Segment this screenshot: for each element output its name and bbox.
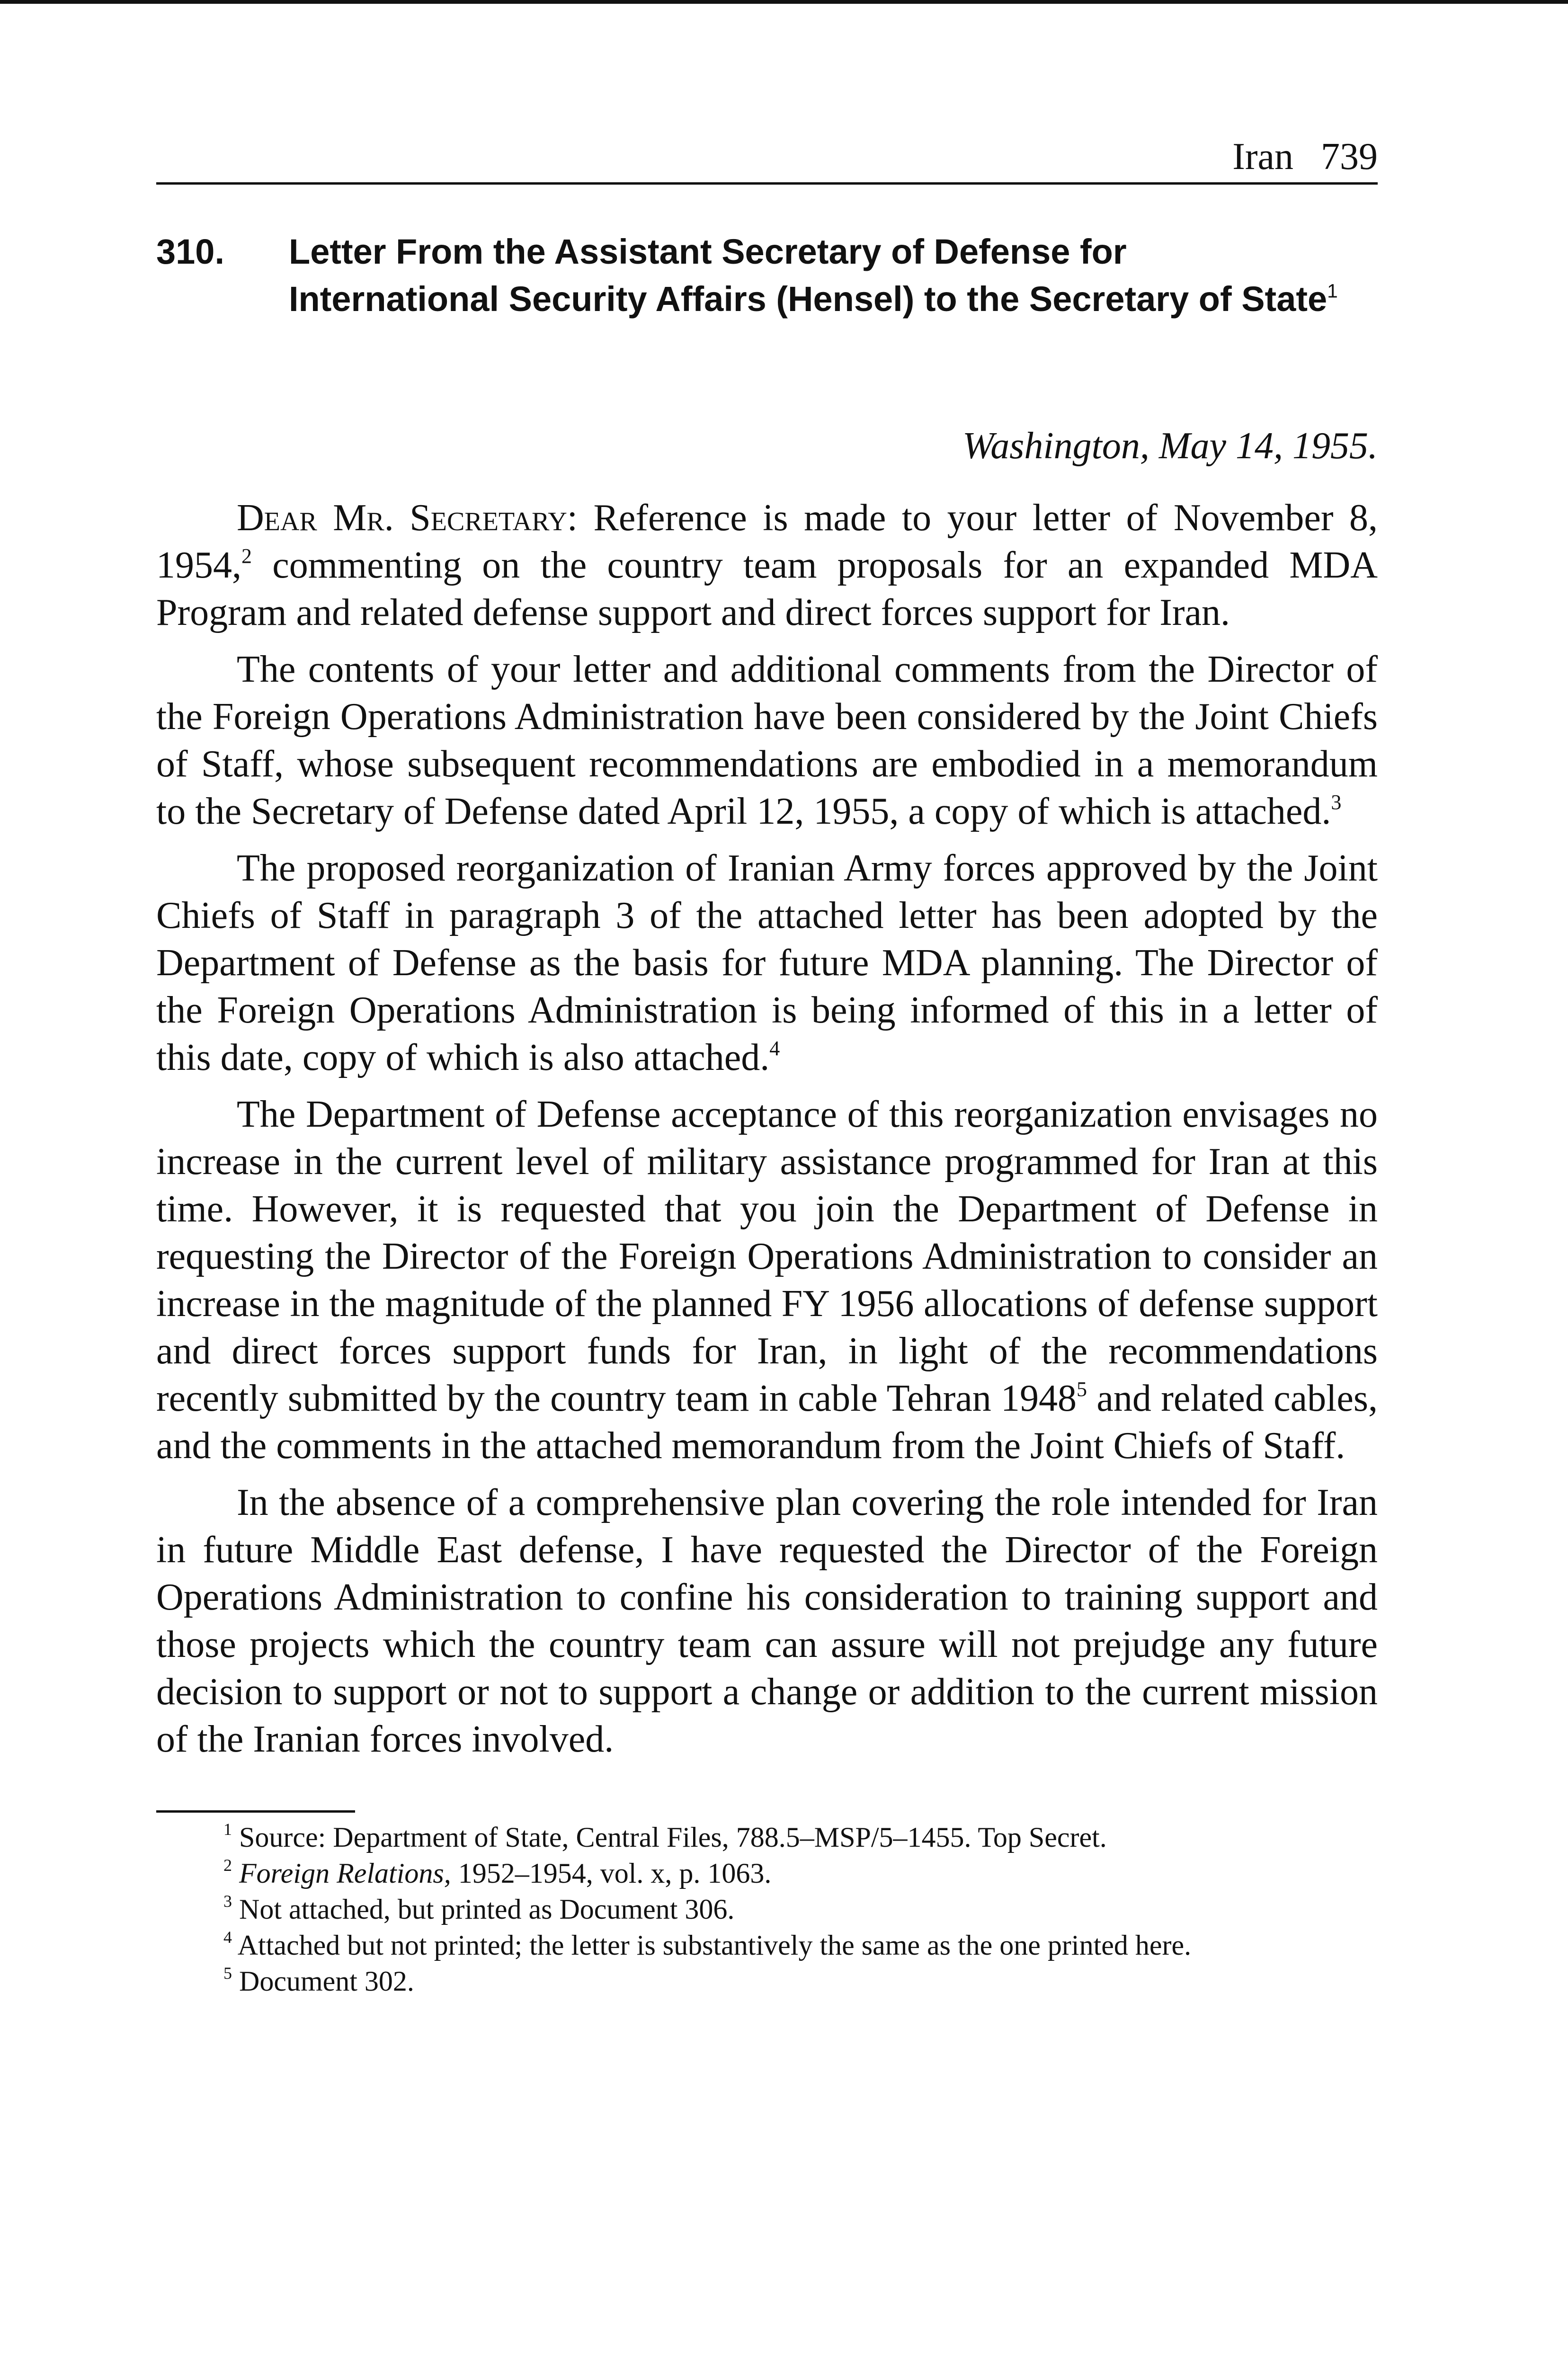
footnote-mark: 3: [223, 1891, 232, 1911]
paragraph: [156, 1479, 1378, 1763]
letter-body: [156, 494, 1378, 1763]
footnote-text: Document 302.: [239, 1966, 414, 1997]
footnote-ref[interactable]: 2: [241, 544, 252, 568]
paragraph-text: and related cables, and the comments in the attached memorandum from the Joint Chiefs of Staff.: [156, 1378, 1378, 1467]
salutation: Dear Mr. Secretary:: [237, 497, 578, 539]
document-page: [156, 128, 1378, 1999]
document-number: 310.: [156, 232, 225, 271]
document-title-text: Letter From the Assistant Secretary of Defense for International Security Affairs (Hensel) to the Secretary of State: [289, 232, 1327, 319]
footnote-ref[interactable]: 1: [1327, 280, 1338, 302]
footnote-mark: 2: [223, 1855, 232, 1875]
footnote-text: Attached but not printed; the letter is substantively the same as the one printed here.: [237, 1930, 1192, 1961]
paragraph: [156, 646, 1378, 835]
footnote-text: Not attached, but printed as Document 306.: [239, 1894, 735, 1925]
paragraph: [156, 494, 1378, 636]
footnote-italic-text: Foreign Relations,: [239, 1858, 451, 1889]
scan-border: [0, 0, 1568, 4]
footnote-divider: [156, 1810, 355, 1813]
footnote: [156, 1927, 1378, 1963]
page-number: 739: [1321, 136, 1378, 178]
footnote-mark: 1: [223, 1819, 232, 1839]
running-title: Iran: [1232, 136, 1293, 178]
footnote: [156, 1891, 1378, 1927]
footnote-ref[interactable]: 4: [769, 1037, 780, 1060]
footnote-text: Source: Department of State, Central Files, 788.5–MSP/5–1455. Top Secret.: [239, 1822, 1107, 1853]
footnotes: [156, 1819, 1378, 1999]
running-header-text: [1232, 135, 1378, 178]
footnote-mark: 5: [223, 1963, 232, 1983]
footnote-text: 1952–1954, vol. x, p. 1063.: [458, 1858, 772, 1889]
dateline: Washington, May 14, 1955.: [962, 425, 1378, 467]
footnote: [156, 1963, 1378, 1999]
paragraph-text: Reference is made to your letter of November 8, 1954,: [156, 497, 1378, 586]
running-header: [156, 128, 1378, 185]
document-heading: [156, 228, 1378, 323]
paragraph: [156, 845, 1378, 1081]
paragraph-text: The contents of your letter and additional comments from the Director of the Foreign Operations Administration have been considered by the Joint Chiefs of Staff, whose subsequent recommendations are embodied in a memorandum to the Secretary of Defense dated April 12, 1955, a copy of which is attached.: [156, 649, 1378, 832]
paragraph-text: The Department of Defense acceptance of this reorganization envisages no increase in the current level of military assistance programmed for Iran at this time. However, it is requested that you join the Department of Defense in requesting the Director of the Foreign Operations Administration to consider an increase in the magnitude of the planned FY 1956 allocations of defense support and direct forces support funds for Iran, in light of the recommendations recently submitted by the country team in cable Tehran 1948: [156, 1094, 1378, 1419]
document-title: [289, 228, 1378, 323]
footnote: [156, 1855, 1378, 1891]
footnote-mark: 4: [223, 1927, 232, 1947]
paragraph: [156, 1091, 1378, 1469]
paragraph-text: In the absence of a comprehensive plan covering the role intended for Iran in future Middle East defense, I have requested the Director of the Foreign Operations Administration to confine his consideration to training support and those projects which the country team can assure will not prejudge any future decision to support or not to support a change or addition to the current mission of the Iranian forces involved.: [156, 1482, 1378, 1760]
paragraph-text: The proposed reorganization of Iranian Army forces approved by the Joint Chiefs of Staff in paragraph 3 of the attached letter has been adopted by the Department of Defense as the basis for future MDA planning. The Director of the Foreign Operations Administration is being informed of this in a letter of this date, copy of which is also attached.: [156, 847, 1378, 1078]
paragraph-text: commenting on the country team proposals for an expanded MDA Program and related defense support and direct forces support for Iran.: [156, 544, 1378, 633]
footnote-ref[interactable]: 3: [1331, 791, 1342, 814]
footnote-ref[interactable]: 5: [1077, 1378, 1087, 1401]
footnote: [156, 1819, 1378, 1855]
